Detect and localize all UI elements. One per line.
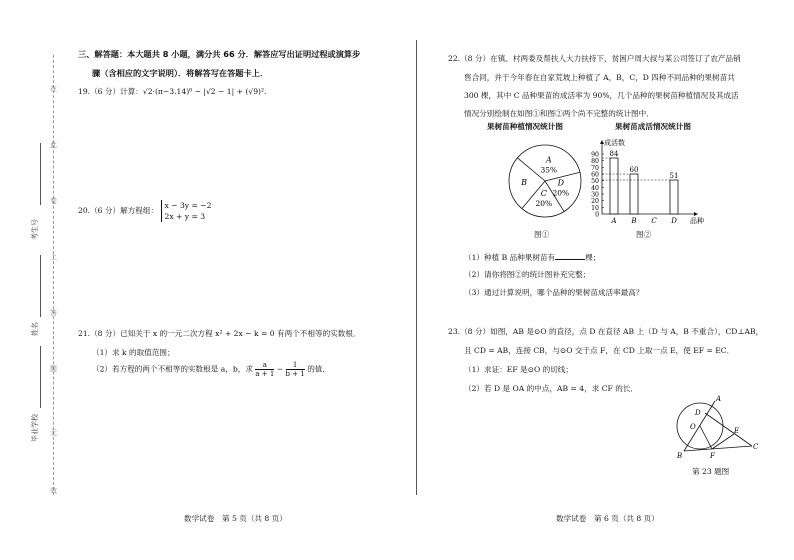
x-axis-label: 品种 bbox=[690, 217, 704, 225]
question-22-line: 情况分别绘制在如图①和图②两个尚不完整的统计图中． bbox=[464, 109, 654, 118]
fraction-numerator: a bbox=[255, 361, 274, 370]
question-21-part-1: （1）求 k 的取值范围； bbox=[92, 348, 175, 357]
x-tick-label: D bbox=[671, 217, 677, 225]
bar-value-label: 84 bbox=[609, 150, 619, 158]
equation-system bbox=[161, 200, 212, 222]
margin-char: 上 bbox=[50, 253, 57, 261]
section-heading: 三、解答题：本大题共 8 小题，满分共 66 分．解答应写出证明过程或演算步 bbox=[78, 49, 361, 59]
pie-chart-title: 果树苗种植情况统计图 bbox=[487, 122, 563, 131]
pie-slice-value: 35% bbox=[540, 165, 558, 175]
y-tick-label: 10 bbox=[591, 204, 599, 212]
question-19: 19.（6 分）计算：√2·(π−3.14)⁰ − |√2 − 1| + (√9)². bbox=[78, 87, 267, 96]
school-label: 毕业学校 bbox=[31, 414, 39, 442]
y-tick-label: 40 bbox=[591, 184, 599, 192]
x-tick-label: A bbox=[611, 217, 617, 225]
label-a: A bbox=[716, 395, 722, 403]
y-tick-label: 90 bbox=[591, 151, 599, 159]
part-2-suffix: 的值． bbox=[307, 364, 330, 374]
name-label: 姓名 bbox=[31, 322, 39, 336]
question-21: 21.（8 分）已知关于 x 的一元二次方程 x² + 2x − k = 0 有两个不相等的实数根． bbox=[78, 329, 361, 338]
section-heading-cont: 骤（含相应的文字说明）．将解答写在答题卡上． bbox=[92, 68, 269, 78]
label-d: D bbox=[695, 409, 701, 417]
student-id-label: 考生号 bbox=[31, 219, 39, 240]
question-23-line: 且 CD = AB，连接 CB，与⊙O 交于点 F，在 CD 上取一点 E，使 EF = EC． bbox=[464, 346, 735, 355]
part-2-prefix: （2）若方程的两个不相等的实数根是 a，b，求 bbox=[92, 364, 253, 374]
margin-char: 在 bbox=[50, 85, 57, 93]
bar-chart-title: 果树苗成活情况统计图 bbox=[615, 122, 691, 131]
question-23: 23.（8 分）如图，AB 是⊙O 的直径，点 D 在直径 AB 上（D 与 A，B 不重合），CD⊥AB， bbox=[448, 327, 764, 336]
label-e: E bbox=[734, 427, 740, 435]
pie-slice-label: D bbox=[557, 178, 565, 188]
question-23-part-1: （1）求证：EF 是⊙O 的切线； bbox=[464, 365, 573, 374]
geometry-figure bbox=[660, 393, 760, 461]
y-tick-label: 20 bbox=[591, 198, 599, 206]
fill-line bbox=[40, 255, 41, 317]
bar-chart bbox=[584, 132, 714, 228]
margin-char: 答 bbox=[50, 309, 57, 317]
fill-line bbox=[40, 346, 41, 408]
question-22-line: 300 棵，其中 C 品种果苗的成活率为 90%，几个品种的果树苗种植情况及其成活 bbox=[464, 91, 739, 100]
segment-dc bbox=[705, 413, 752, 446]
pie-slice-value: 20% bbox=[552, 188, 570, 198]
pie-slice-label: C bbox=[540, 189, 547, 198]
pie-chart bbox=[495, 136, 595, 226]
label-f: F bbox=[710, 452, 715, 460]
fraction-denominator: b + 1 bbox=[285, 370, 305, 378]
pie-slice-label: A bbox=[545, 155, 552, 165]
equation-1: x − 3y = −2 bbox=[164, 201, 212, 210]
bar-value-label: 60 bbox=[629, 166, 639, 174]
fraction-numerator: 1 bbox=[286, 361, 305, 370]
part-1-suffix: 棵； bbox=[585, 253, 601, 262]
minus-sign: − bbox=[276, 364, 284, 374]
answer-blank bbox=[555, 251, 585, 260]
page-footer: 数学试卷 第 6 页（共 8 页） bbox=[556, 514, 659, 523]
equation-2: 2x + y = 3 bbox=[164, 212, 206, 221]
label-o: O bbox=[690, 423, 696, 431]
question-22-part-1 bbox=[464, 251, 600, 263]
question-23-part-2: （2）若 D 是 OA 的中点，AB = 4，求 CF 的长． bbox=[464, 384, 638, 393]
fraction-denominator: a + 1 bbox=[255, 370, 275, 378]
question-21-part-2 bbox=[92, 361, 330, 378]
pie-slice-label: B bbox=[521, 177, 528, 187]
page-footer: 数学试卷 第 5 页（共 8 页） bbox=[184, 514, 287, 523]
y-tick-label: 0 bbox=[595, 211, 599, 219]
margin-char: 此 bbox=[50, 141, 57, 149]
question-20 bbox=[78, 200, 211, 222]
x-tick-label: B bbox=[631, 217, 637, 225]
question-22-line: 售合同，并于今年春在自家荒坡上种植了 A，B，C，D 四种不同品种的果树苗共 bbox=[464, 73, 735, 82]
figure-23-caption: 第 23 题图 bbox=[692, 467, 730, 476]
pie-caption: 图① bbox=[534, 230, 550, 239]
y-tick-label: 80 bbox=[591, 158, 599, 166]
bar-value-label: 51 bbox=[669, 172, 679, 180]
question-22: 22.（8 分）在镇、村两委及帮扶人大力扶持下，贫困户周大叔与某公司签订了农产品销 bbox=[448, 54, 741, 63]
margin-char: 无 bbox=[50, 429, 57, 437]
question-22-part-3: （3）通过计算说明，哪个品种的果树苗成活率最高？ bbox=[464, 288, 644, 297]
bar bbox=[610, 158, 618, 214]
margin-char: 卷 bbox=[50, 197, 57, 205]
fraction-b bbox=[286, 361, 305, 378]
label-b: B bbox=[677, 452, 683, 460]
y-tick-label: 50 bbox=[591, 178, 599, 186]
question-22-part-2: （2）请你将图②的统计图补充完整； bbox=[464, 270, 591, 279]
question-20-prefix: 20.（6 分）解方程组： bbox=[78, 206, 159, 215]
x-axis-arrow bbox=[694, 212, 698, 216]
page-divider bbox=[416, 40, 417, 495]
fill-line bbox=[40, 143, 41, 205]
part-1-prefix: （1）种植 B 品种果树苗有 bbox=[464, 253, 556, 262]
margin-char: 题 bbox=[50, 365, 57, 373]
y-tick-label: 70 bbox=[591, 164, 599, 172]
segment-of bbox=[700, 426, 712, 449]
label-c: C bbox=[753, 443, 759, 451]
y-tick-label: 60 bbox=[591, 171, 599, 179]
pie-slice-value: 20% bbox=[535, 199, 553, 208]
y-axis-label: 成活数 bbox=[604, 139, 625, 147]
x-tick-label: C bbox=[651, 217, 657, 225]
margin-char: 效 bbox=[50, 487, 57, 495]
segment-ef bbox=[712, 434, 734, 449]
bar-caption: 图② bbox=[636, 230, 652, 239]
y-tick-label: 30 bbox=[591, 191, 599, 199]
bar bbox=[670, 180, 678, 214]
fraction-a bbox=[255, 361, 274, 378]
